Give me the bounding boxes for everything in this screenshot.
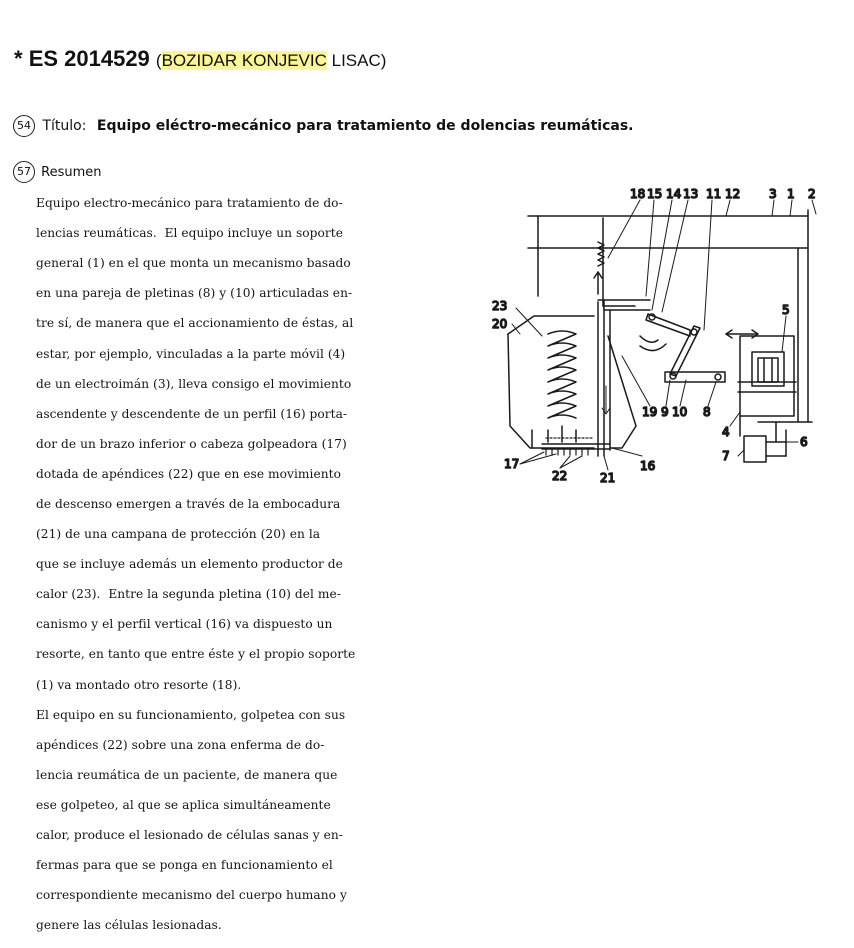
abstract-line: fermas para que se ponga en funcionamiento el [36, 858, 333, 873]
applicant [156, 51, 387, 70]
title-code-badge: 54 [13, 115, 35, 137]
abstract-line: (1) va montado otro resorte (18). [36, 677, 242, 692]
abstract-text [36, 181, 355, 948]
abstract-line: El equipo en su funcionamiento, golpetea con sus [36, 707, 346, 722]
control-box [744, 422, 786, 462]
leader-lines [512, 200, 816, 470]
label-18: 18 [630, 187, 646, 201]
header-star: * [14, 46, 23, 71]
technical-drawing [490, 186, 830, 486]
abstract-line: resorte, en tanto que entre éste y el propio soporte [36, 647, 356, 662]
vertical-profile-16 [598, 300, 650, 456]
label-12: 12 [725, 187, 741, 201]
abstract-line: canismo y el perfil vertical (16) va dispuesto un [36, 617, 333, 632]
applicant-highlighted-name: BOZIDAR KONJEVIC [161, 51, 327, 70]
label-22: 22 [552, 469, 568, 483]
abstract-line: de un electroimán (3), lleva consigo el movimiento [36, 376, 352, 391]
label-8: 8 [703, 405, 711, 419]
lever-mechanism [640, 314, 725, 382]
label-7: 7 [722, 449, 730, 463]
electromagnet [726, 330, 796, 436]
abstract-line: tre sí, de manera que el accionamiento de éstas, al [36, 316, 354, 331]
label-13: 13 [683, 187, 699, 201]
label-9: 9 [661, 405, 669, 419]
abstract-line: que se incluye además un elemento productor de [36, 557, 343, 572]
label-10: 10 [672, 405, 688, 419]
abstract-line: apéndices (22) sobre una zona enferma de do- [36, 737, 325, 752]
label-17: 17 [504, 457, 520, 471]
title-label: Título: [42, 118, 87, 134]
resumen-code-badge: 57 [13, 161, 35, 183]
patent-number: ES 2014529 [28, 46, 150, 71]
label-15: 15 [647, 187, 663, 201]
label-3: 3 [769, 187, 777, 201]
abstract-line: general (1) en el que monta un mecanismo basado [36, 256, 351, 271]
label-20: 20 [492, 317, 508, 331]
title-text: Equipo eléctro-mecánico para tratamiento de dolencias reumáticas. [96, 118, 634, 134]
abstract-line: lencias reumáticas. El equipo incluye un soporte [36, 226, 343, 241]
label-4: 4 [722, 425, 730, 439]
abstract-line: ese golpeteo, al que se aplica simultáneamente [36, 797, 331, 812]
label-14: 14 [666, 187, 682, 201]
abstract-line: dor de un brazo inferior o cabeza golpeadora (17) [36, 436, 347, 451]
abstract-line: (21) de una campana de protección (20) en la [36, 527, 321, 542]
abstract-line: de descenso emergen a través de la embocadura [36, 496, 341, 511]
abstract-line: ascendente y descendente de un perfil (16) porta- [36, 406, 348, 421]
label-11: 11 [706, 187, 722, 201]
applicant-rest: LISAC) [326, 51, 387, 70]
abstract-line: calor (23). Entre la segunda pletina (10) del me- [36, 587, 341, 602]
label-2: 2 [808, 187, 816, 201]
abstract-line: correspondiente mecanismo del cuerpo humano y [36, 888, 347, 903]
resumen-label: Resumen [41, 164, 102, 180]
abstract-line: lencia reumática de un paciente, de manera que [36, 767, 338, 782]
label-6: 6 [800, 435, 808, 449]
label-5: 5 [782, 303, 790, 317]
patent-header [14, 44, 386, 76]
label-16: 16 [640, 459, 656, 473]
label-23: 23 [492, 299, 508, 313]
label-19: 19 [642, 405, 658, 419]
abstract-line: en una pareja de pletinas (8) y (10) articuladas en- [36, 286, 353, 301]
applicant-paren-open: ( [155, 51, 162, 70]
label-21: 21 [600, 471, 616, 485]
resumen-heading [13, 161, 102, 183]
heater-coil-23 [548, 331, 576, 442]
abstract-line: calor, produce el lesionado de células sanas y en- [36, 828, 343, 843]
title-section [13, 115, 634, 137]
label-1: 1 [787, 187, 795, 201]
abstract-line: genere las células lesionadas. [36, 918, 222, 933]
abstract-line: estar, por ejemplo, vinculadas a la parte móvil (4) [36, 346, 346, 361]
abstract-line: dotada de apéndices (22) que en ese movimiento [36, 466, 341, 481]
abstract-line: Equipo electro-mecánico para tratamiento de do- [36, 196, 343, 211]
